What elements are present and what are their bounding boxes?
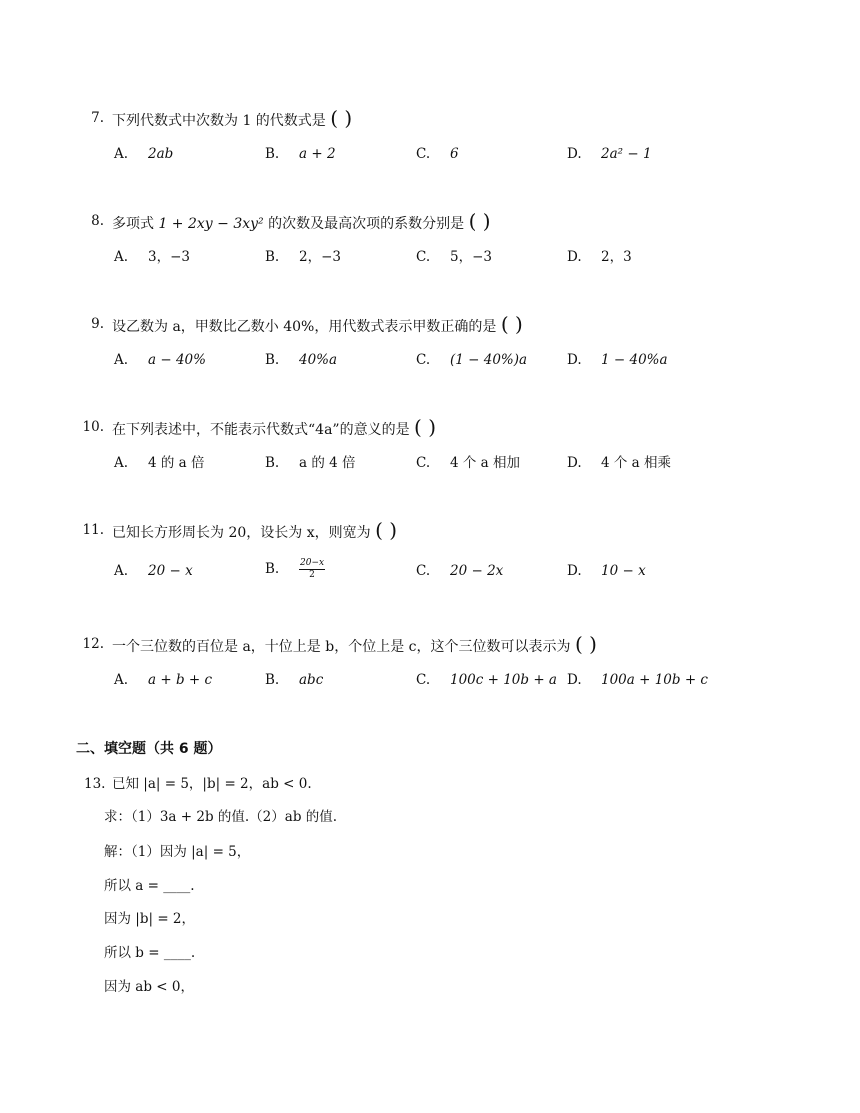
option-b[interactable]: B. $\frac{20-x}{2}$: [265, 558, 325, 580]
polynomial-expression: 1 + 2xy − 3xy²: [158, 216, 264, 232]
option-d[interactable]: D. 2a² − 1: [567, 146, 652, 162]
question-number: 12.: [82, 636, 104, 652]
question-text: 在下列表述中，不能表示代数式“4a”的意义的是: [112, 422, 410, 438]
question-number: 9.: [91, 316, 104, 332]
option-d[interactable]: D. 100a + 10b + c: [567, 672, 708, 688]
question-text: 下列代数式中次数为 1 的代数式是: [112, 113, 326, 129]
answer-parentheses: ( ): [375, 518, 398, 542]
option-b[interactable]: B. a 的 4 倍: [265, 455, 356, 471]
answer-parentheses: ( ): [468, 209, 491, 233]
solution-line: 因为 |b| = 2，: [104, 911, 196, 927]
solution-line: 因为 ab < 0，: [104, 979, 194, 995]
option-c[interactable]: C. 6: [416, 146, 459, 162]
question-13-line: 已知 |a| = 5，|b| = 2，ab < 0.: [112, 776, 312, 792]
option-c[interactable]: C. (1 − 40%)a: [416, 352, 528, 368]
question-text: 已知长方形周长为 20，设长为 x，则宽为: [112, 525, 371, 541]
option-a[interactable]: A. a − 40%: [114, 352, 206, 368]
option-c[interactable]: C. 4 个 a 相加: [416, 455, 521, 471]
question-text: 设乙数为 a，甲数比乙数小 40%，用代数式表示甲数正确的是: [112, 319, 497, 335]
question-text-prefix: 多项式: [112, 216, 159, 232]
question-text: 一个三位数的百位是 a，十位上是 b，个位上是 c，这个三位数可以表示为: [112, 639, 571, 655]
option-d[interactable]: D. 4 个 a 相乘: [567, 455, 672, 471]
solution-blank-line[interactable]: 所以 a = ____.: [104, 878, 195, 894]
option-c[interactable]: C. 100c + 10b + a: [416, 672, 557, 688]
option-b[interactable]: B. 2，−3: [265, 249, 341, 265]
option-b[interactable]: B. abc: [265, 672, 324, 688]
option-b[interactable]: B. 40%a: [265, 352, 338, 368]
answer-parentheses: ( ): [574, 632, 597, 656]
answer-parentheses: ( ): [330, 106, 353, 130]
option-c[interactable]: C. 5，−3: [416, 249, 492, 265]
option-d[interactable]: D. 10 − x: [567, 563, 646, 579]
option-a[interactable]: A. 4 的 a 倍: [114, 455, 205, 471]
question-number: 7.: [91, 110, 104, 126]
option-d[interactable]: D. 1 − 40%a: [567, 352, 668, 368]
option-d[interactable]: D. 2，3: [567, 249, 632, 265]
question-number: 13.: [84, 776, 106, 792]
question-number: 11.: [82, 522, 104, 538]
fraction: $\frac{20-x}{2}$: [300, 558, 325, 580]
option-a[interactable]: A. 2ab: [114, 146, 174, 162]
question-number: 8.: [91, 213, 104, 229]
section-heading-fill-in: 二、填空题（共 6 题）: [76, 741, 222, 757]
option-a[interactable]: A. a + b + c: [114, 672, 213, 688]
solution-line: 解：（1）因为 |a| = 5，: [104, 844, 251, 860]
solution-blank-line[interactable]: 所以 b = ____.: [104, 945, 196, 961]
option-a[interactable]: A. 3，−3: [114, 249, 190, 265]
option-a[interactable]: A. 20 − x: [114, 563, 193, 579]
answer-parentheses: ( ): [500, 312, 523, 336]
option-b[interactable]: B. a + 2: [265, 146, 336, 162]
answer-parentheses: ( ): [414, 415, 436, 439]
option-c[interactable]: C. 20 − 2x: [416, 563, 504, 579]
question-text-suffix: 的次数及最高次项的系数分别是: [263, 216, 465, 232]
question-13-line: 求：（1）3a + 2b 的值.（2）ab 的值.: [104, 809, 338, 825]
question-number: 10.: [82, 419, 104, 435]
